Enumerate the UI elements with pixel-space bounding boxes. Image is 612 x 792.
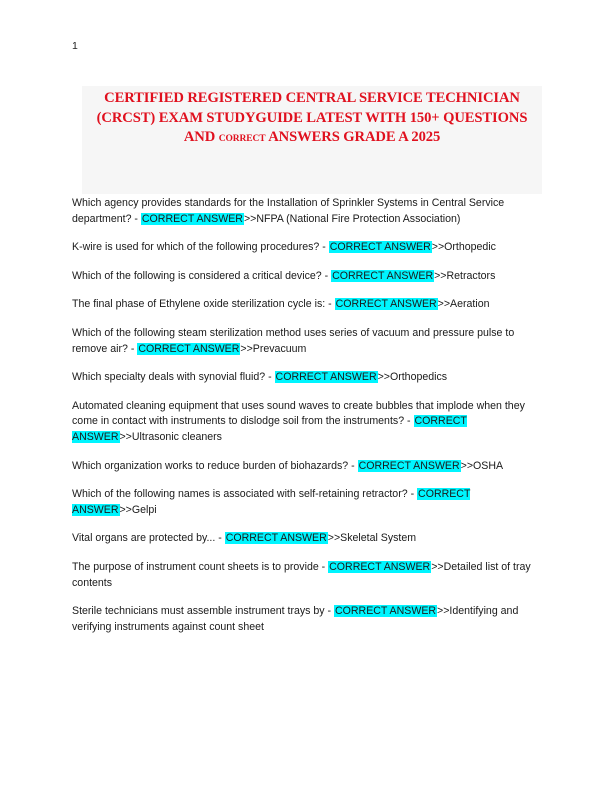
answer-text: >>Skeletal System [327, 532, 417, 545]
qa-item [72, 487, 542, 518]
question-text: The purpose of instrument count sheets is to provide - [72, 560, 329, 573]
qa-item [72, 370, 542, 386]
title-line-3-end: ANSWERS GRADE A 2025 [265, 129, 441, 145]
answer-text: >>Gelpi [119, 503, 157, 516]
question-text: Vital organs are protected by... - [72, 532, 225, 545]
qa-item [72, 399, 542, 446]
correct-answer-label: CORRECT ANSWER [332, 269, 434, 282]
question-text: Which of the following steam sterilization method uses series of vacuum and pressure pulse to remove air? - [72, 326, 515, 355]
correct-answer-label: CORRECT ANSWER [141, 212, 243, 225]
question-text: K-wire is used for which of the following procedures? - [72, 241, 329, 254]
page-number: 1 [72, 40, 78, 52]
correct-answer-label: CORRECT ANSWER [358, 459, 460, 472]
title-block [82, 86, 542, 194]
question-text: Which organization works to reduce burden of biohazards? - [72, 459, 358, 472]
qa-list [72, 196, 542, 648]
question-text: The final phase of Ethylene oxide sterilization cycle is: - [72, 298, 335, 311]
answer-text: >>NFPA (National Fire Protection Association) [243, 212, 461, 225]
qa-item [72, 531, 542, 547]
qa-item [72, 297, 542, 313]
correct-answer-label: CORRECT ANSWER [275, 371, 377, 384]
qa-item [72, 326, 542, 357]
answer-text: >>Orthopedics [377, 371, 448, 384]
qa-item [72, 196, 542, 227]
correct-answer-label: CORRECT ANSWER [335, 605, 437, 618]
title-line-1: CERTIFIED REGISTERED CENTRAL SERVICE TECHNICIAN [104, 90, 520, 106]
answer-text: >>Ultrasonic cleaners [119, 430, 222, 443]
answer-text: >>Orthopedic [431, 241, 496, 254]
title-line-3-small: CORRECT [218, 134, 266, 144]
answer-text: >>OSHA [460, 459, 504, 472]
question-text: Which agency provides standards for the Installation of Sprinkler Systems in Central Service department? - [72, 197, 505, 225]
answer-text: >>Aeration [437, 298, 490, 311]
correct-answer-label: CORRECT ANSWER [329, 241, 431, 254]
question-text: Automated cleaning equipment that uses sound waves to create bubbles that implode when they come in contact with instruments to dislodge soil from the instruments? - [72, 399, 525, 428]
question-text: Which specialty deals with synovial fluid? - [72, 371, 275, 384]
correct-answer-label: CORRECT ANSWER [335, 298, 437, 311]
question-text: Sterile technicians must assemble instrument trays by - [72, 605, 334, 618]
correct-answer-label: CORRECT ANSWER [72, 415, 467, 443]
correct-answer-label: CORRECT ANSWER [138, 342, 240, 355]
qa-item [72, 560, 542, 591]
correct-answer-label: CORRECT ANSWER [329, 560, 431, 573]
qa-item [72, 240, 542, 256]
title-line-3-start: AND [183, 129, 219, 145]
correct-answer-label: CORRECT ANSWER [72, 488, 471, 516]
question-text: Which of the following names is associated with self-retaining retractor? - [72, 488, 418, 501]
qa-item [72, 269, 542, 285]
answer-text: >>Prevacuum [240, 342, 307, 355]
answer-text: >>Retractors [434, 269, 496, 282]
qa-item [72, 604, 542, 635]
qa-item [72, 459, 542, 475]
correct-answer-label: CORRECT ANSWER [225, 532, 327, 545]
title-line-2: (CRCST) EXAM STUDYGUIDE LATEST WITH 150+ QUESTIONS [96, 109, 528, 126]
document-title [82, 86, 542, 150]
answer-text: >>Detailed list of tray contents [72, 560, 531, 589]
answer-text: >>Identifying and verifying instruments against count sheet [72, 605, 519, 633]
question-text: Which of the following is considered a critical device? - [72, 269, 332, 282]
